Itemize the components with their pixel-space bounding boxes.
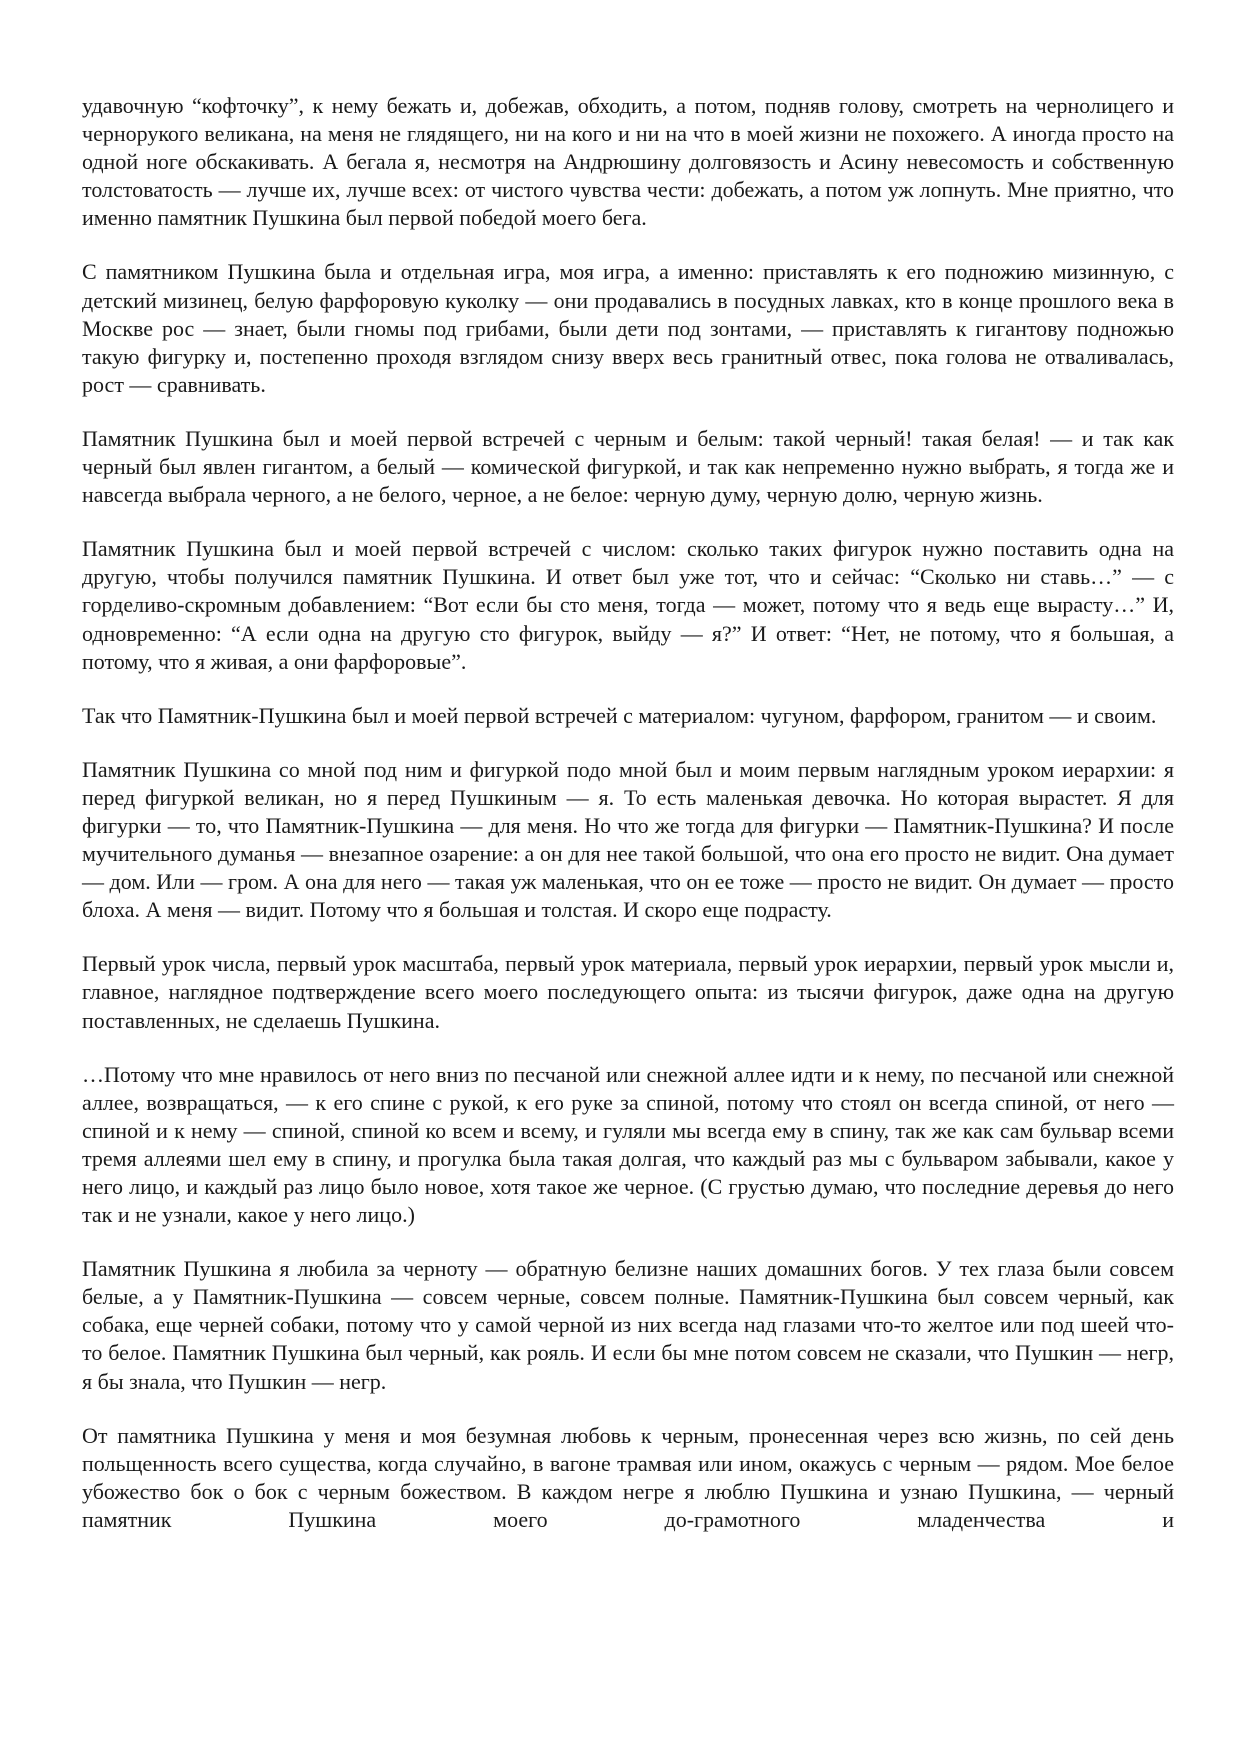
paragraph-3: Памятник Пушкина был и моей первой встречей с черным и белым: такой черный! такая белая! — и так как черный был явлен гигантом, а белый — комической фигуркой, и так как непременно нужно выбрать, я тогда же и навсегда выбрала черного, а не белого, черное, а не белое: черную думу, черную долю, черную жизнь. bbox=[82, 425, 1174, 508]
paragraph-10: От памятника Пушкина у меня и моя безумная любовь к черным, пронесенная через всю жизнь, по сей день польщенность всего существа, когда случайно, в вагоне трамвая или ином, окажусь с черным — рядом. Мое белое убожество бок о бок с черным божеством. В каждом негре я люблю Пушкина и узнаю Пушкина, — черный памятник Пушкина моего до-грамотного младенчества и bbox=[82, 1422, 1174, 1532]
paragraph-8: …Потому что мне нравилось от него вниз по песчаной или снежной аллее идти и к нему, по песчаной или снежной аллее, возвращаться, — к его спине с рукой, к его руке за спиной, потому что стоял он всегда спиной, от него — спиной и к нему — спиной, спиной ко всем и всему, и гуляли мы всегда ему в спину, так же как сам бульвар всеми тремя аллеями шел ему в спину, и прогулка была такая долгая, что каждый раз мы с бульваром забывали, какое у него лицо, и каждый раз лицо было новое, хотя такое же черное. (С грустью думаю, что последние деревья до него так и не узнали, какое у него лицо.) bbox=[82, 1061, 1174, 1228]
paragraph-7: Первый урок числа, первый урок масштаба, первый урок материала, первый урок иерархии, первый урок мысли и, главное, наглядное подтверждение всего моего последующего опыта: из тысячи фигурок, даже одна на другую поставленных, не сделаешь Пушкина. bbox=[82, 951, 1174, 1033]
paragraph-1: удавочную “кофточку”, к нему бежать и, добежав, обходить, а потом, подняв голову, смотреть на чернолицего и чернорукого великана, на меня не глядящего, ни на кого и ни на что в моей жизни не похожего. А иногда просто на одной ноге обскакивать. А бегала я, несмотря на Андрюшину долговязость и Асину невесомость и собственную толстоватость — лучше их, лучше всех: от чистого чувства чести: добежать, а потом уж лопнуть. Мне приятно, что именно памятник Пушкина был первой победой моего бега. bbox=[82, 93, 1174, 231]
paragraph-2: С памятником Пушкина была и отдельная игра, моя игра, а именно: приставлять к его подножию мизинную, с детский мизинец, белую фарфоровую куколку — они продавались в посудных лавках, кто в конце прошлого века в Москве рос — знает, были гномы под грибами, были дети под зонтами, — приставлять к гигантову подножью такую фигурку и, постепенно проходя взглядом снизу вверх весь гранитный отвес, пока голова не отваливалась, рост — сравнивать. bbox=[82, 259, 1174, 397]
paragraph-6: Памятник Пушкина со мной под ним и фигуркой подо мной был и моим первым наглядным уроком иерархии: я перед фигуркой великан, но я перед Пушкиным — я. То есть маленькая девочка. Но которая вырастет. Я для фигурки — то, что Памятник-Пушкина — для меня. Но что же тогда для фигурки — Памятник-Пушкина? И после мучительного думанья — внезапное озарение: а он для нее такой большой, что она его просто не видит. Она думает — дом. Или — гром. А она для него — такая уж маленькая, что он ее тоже — просто не видит. Он думает — просто блоха. А меня — видит. Потому что я большая и толстая. И скоро еще подрасту. bbox=[82, 756, 1174, 923]
paragraph-9: Памятник Пушкина я любила за черноту — обратную белизне наших домашних богов. У тех глаза были совсем белые, а у Памятник-Пушкина — совсем черные, совсем полные. Памятник-Пушкина был совсем черный, как собака, еще черней собаки, потому что у самой черной из них всегда над глазами что-то желтое или под шеей что-то белое. Памятник Пушкина был черный, как рояль. И если бы мне потом совсем не сказали, что Пушкин — негр, я бы знала, что Пушкин — негр. bbox=[82, 1256, 1174, 1394]
paragraph-5: Так что Памятник-Пушкина был и моей первой встречей с материалом: чугуном, фарфором, гранитом — и своим. bbox=[82, 702, 1157, 728]
paragraph-4: Памятник Пушкина был и моей первой встречей с числом: сколько таких фигурок нужно поставить одна на другую, чтобы получился памятник Пушкина. И ответ был уже тот, что и сейчас: “Сколько ни ставь…” — с горделиво-скромным добавлением: “Вот если бы сто меня, тогда — может, потому что я ведь еще вырасту…” И, одновременно: “А если одна на другую сто фигурок, выйду — я?” И ответ: “Нет, не потому, что я большая, а потому, что я живая, а они фарфоровые”. bbox=[82, 536, 1174, 674]
